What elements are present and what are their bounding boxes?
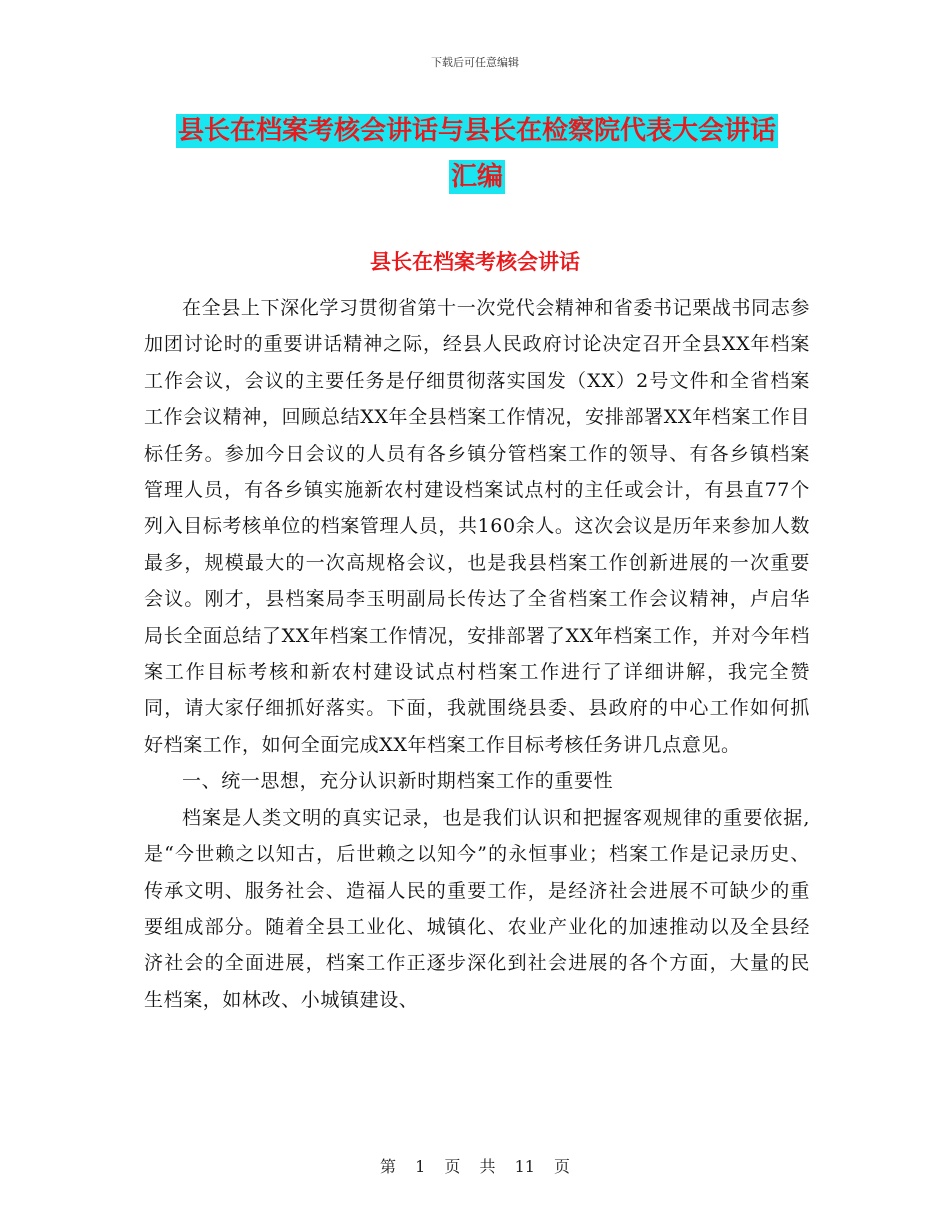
body-text [144,290,810,1018]
footer-ye: 页 [444,1157,461,1176]
section-title: 县长在档案考核会讲话 [370,250,580,274]
paragraph-intro: 在全县上下深化学习贯彻省第十一次党代会精神和省委书记栗战书同志参加团讨论时的重要讲话精神之际，经县人民政府讨论决定召开全县XX年档案工作会议，会议的主要任务是仔细贯彻落实国发（XX）2号文件和全省档案工作会议精神，回顾总结XX年全县档案工作情况，安排部署XX年档案工作目标任务。参加今日会议的人员有各乡镇分管档案工作的领导、有各乡镇档案管理人员，有各乡镇实施新农村建设档案试点村的主任或会计，有县直77个列入目标考核单位的档案管理人员，共160余人。这次会议是历年来参加人数最多，规模最大的一次高规格会议，也是我县档案工作创新进展的一次重要会议。刚才，县档案局李玉明副局长传达了全省档案工作会议精神，卢启华局长全面总结了XX年档案工作情况，安排部署了XX年档案工作，并对今年档案工作目标考核和新农村建设试点村档案工作进行了详细讲解，我完全赞同，请大家仔细抓好落实。下面，我就围绕县委、县政府的中心工作如何抓好档案工作，如何全面完成XX年档案工作目标考核任务讲几点意见。 [144,297,810,756]
header-note: 下载后可任意编辑 [431,56,519,69]
document-title-line2: 汇编 [450,162,503,192]
footer-gong: 共 [479,1157,496,1176]
paragraph-heading-1: 一、统一思想，充分认识新时期档案工作的重要性 [182,770,614,793]
footer-di: 第 [379,1157,396,1176]
page-footer [0,1154,950,1177]
footer-ye2: 页 [554,1157,571,1176]
footer-total-pages: 11 [514,1157,535,1176]
document-title-line1: 县长在档案考核会讲话与县长在检察院代表大会讲话 [177,116,776,146]
footer-page-number: 1 [415,1157,426,1176]
paragraph-archives: 档案是人类文明的真实记录，也是我们认识和把握客观规律的重要依据,是“今世赖之以知古，后世赖之以知今”的永恒事业；档案工作是记录历史、传承文明、服务社会、造福人民的重要工作，是经济社会进展不可缺少的重要组成部分。随着全县工业化、城镇化、农业产业化的加速推动以及全县经济社会的全面进展，档案工作正逐步深化到社会进展的各个方面，大量的民生档案，如林改、小城镇建设、 [144,806,810,1011]
document-title [144,108,810,200]
